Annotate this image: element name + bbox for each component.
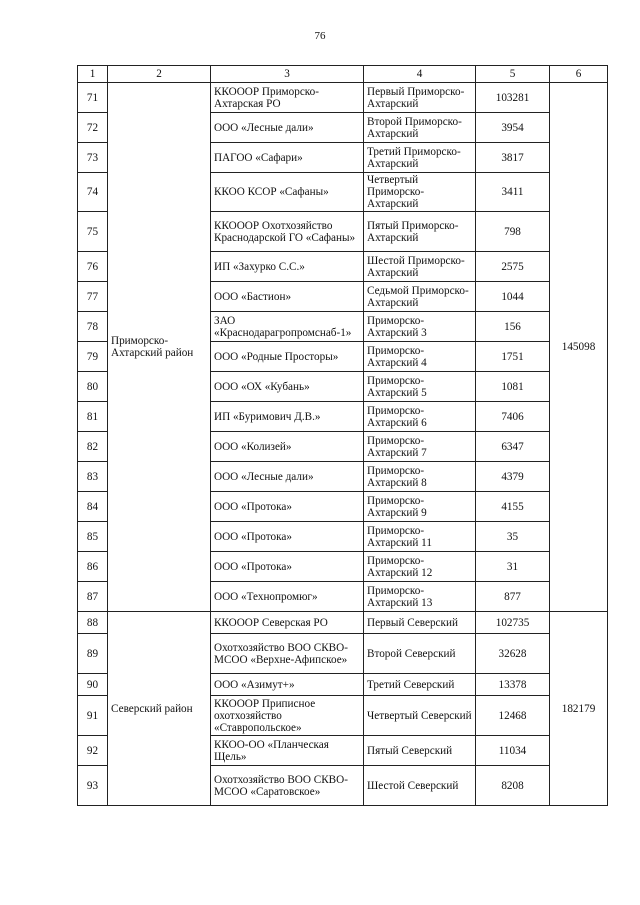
area-value: 4155 [476, 492, 550, 522]
row-number: 88 [78, 612, 108, 634]
hunting-area-name: Пятый Приморско-Ахтарский [364, 212, 476, 252]
row-number: 85 [78, 522, 108, 552]
column-header: 1 [78, 66, 108, 83]
organization-name: ИП «Захурко С.С.» [211, 252, 364, 282]
area-value: 156 [476, 312, 550, 342]
organization-name: ККОООР Охотхозяйство Краснодарской ГО «Сафаны» [211, 212, 364, 252]
row-number: 72 [78, 113, 108, 143]
organization-name: ООО «Технопромюг» [211, 582, 364, 612]
row-number: 93 [78, 766, 108, 806]
area-value: 32628 [476, 634, 550, 674]
hunting-area-name: Четвертый Северский [364, 696, 476, 736]
row-number: 82 [78, 432, 108, 462]
area-value: 3817 [476, 143, 550, 173]
organization-name: ООО «Бастион» [211, 282, 364, 312]
row-number: 90 [78, 674, 108, 696]
hunting-area-name: Приморско-Ахтарский 8 [364, 462, 476, 492]
row-number: 87 [78, 582, 108, 612]
hunting-area-name: Приморско-Ахтарский 5 [364, 372, 476, 402]
organization-name: ККОООР Приморско-Ахтарская РО [211, 83, 364, 113]
row-number: 81 [78, 402, 108, 432]
hunting-area-name: Первый Приморско-Ахтарский [364, 83, 476, 113]
row-number: 77 [78, 282, 108, 312]
hunting-area-name: Второй Северский [364, 634, 476, 674]
hunting-area-name: Приморско-Ахтарский 9 [364, 492, 476, 522]
area-value: 798 [476, 212, 550, 252]
table-row [78, 83, 608, 113]
hunting-area-name: Приморско-Ахтарский 3 [364, 312, 476, 342]
organization-name: ООО «Протока» [211, 552, 364, 582]
district-name: Приморско-Ахтарский район [108, 83, 211, 612]
area-value: 4379 [476, 462, 550, 492]
hunting-area-name: Приморско-Ахтарский 7 [364, 432, 476, 462]
row-number: 86 [78, 552, 108, 582]
organization-name: ККОО-ОО «Планческая Щель» [211, 736, 364, 766]
hunting-area-name: Седьмой Приморско-Ахтарский [364, 282, 476, 312]
row-number: 75 [78, 212, 108, 252]
hunting-area-name: Приморско-Ахтарский 13 [364, 582, 476, 612]
organization-name: ООО «Колизей» [211, 432, 364, 462]
organization-name: Охотхозяйство ВОО СКВО-МСОО «Саратовское» [211, 766, 364, 806]
area-value: 877 [476, 582, 550, 612]
row-number: 78 [78, 312, 108, 342]
area-value: 31 [476, 552, 550, 582]
area-value: 1751 [476, 342, 550, 372]
organization-name: ПАГОО «Сафари» [211, 143, 364, 173]
column-header: 6 [550, 66, 608, 83]
area-value: 6347 [476, 432, 550, 462]
row-number: 91 [78, 696, 108, 736]
row-number: 73 [78, 143, 108, 173]
organization-name: ООО «Протока» [211, 492, 364, 522]
area-value: 11034 [476, 736, 550, 766]
hunting-area-name: Пятый Северский [364, 736, 476, 766]
row-number: 83 [78, 462, 108, 492]
organization-name: ИП «Буримович Д.В.» [211, 402, 364, 432]
organization-name: Охотхозяйство ВОО СКВО-МСОО «Верхне-Афипское» [211, 634, 364, 674]
hunting-area-name: Четвертый Приморско-Ахтарский [364, 173, 476, 212]
organization-name: ООО «Лесные дали» [211, 462, 364, 492]
area-value: 12468 [476, 696, 550, 736]
organization-name: ЗАО «Краснодарагропромснаб-1» [211, 312, 364, 342]
row-number: 84 [78, 492, 108, 522]
district-name: Северский район [108, 612, 211, 806]
hunting-area-name: Шестой Северский [364, 766, 476, 806]
column-header: 4 [364, 66, 476, 83]
district-total: 182179 [550, 612, 608, 806]
area-value: 7406 [476, 402, 550, 432]
hunting-area-name: Приморско-Ахтарский 4 [364, 342, 476, 372]
organization-name: ООО «Азимут+» [211, 674, 364, 696]
row-number: 92 [78, 736, 108, 766]
organization-name: ООО «ОХ «Кубань» [211, 372, 364, 402]
hunting-area-name: Шестой Приморско-Ахтарский [364, 252, 476, 282]
row-number: 80 [78, 372, 108, 402]
column-header: 2 [108, 66, 211, 83]
area-value: 1081 [476, 372, 550, 402]
area-value: 102735 [476, 612, 550, 634]
area-value: 3411 [476, 173, 550, 212]
row-number: 74 [78, 173, 108, 212]
column-header: 5 [476, 66, 550, 83]
district-total: 145098 [550, 83, 608, 612]
table-header-row [78, 66, 608, 83]
area-value: 2575 [476, 252, 550, 282]
table-row [78, 612, 608, 634]
area-value: 8208 [476, 766, 550, 806]
area-value: 3954 [476, 113, 550, 143]
hunting-area-name: Приморско-Ахтарский 12 [364, 552, 476, 582]
organization-name: ООО «Родные Просторы» [211, 342, 364, 372]
organization-name: ООО «Лесные дали» [211, 113, 364, 143]
area-value: 35 [476, 522, 550, 552]
hunting-grounds-table [77, 65, 608, 806]
organization-name: ККОООР Северская РО [211, 612, 364, 634]
column-header: 3 [211, 66, 364, 83]
hunting-area-name: Приморско-Ахтарский 6 [364, 402, 476, 432]
row-number: 79 [78, 342, 108, 372]
organization-name: ККОООР Приписное охотхозяйство «Ставропольское» [211, 696, 364, 736]
row-number: 89 [78, 634, 108, 674]
area-value: 103281 [476, 83, 550, 113]
organization-name: ООО «Протока» [211, 522, 364, 552]
hunting-area-name: Третий Приморско-Ахтарский [364, 143, 476, 173]
hunting-area-name: Первый Северский [364, 612, 476, 634]
area-value: 1044 [476, 282, 550, 312]
organization-name: ККОО КСОР «Сафаны» [211, 173, 364, 212]
page-number: 76 [314, 30, 326, 42]
row-number: 76 [78, 252, 108, 282]
hunting-area-name: Второй Приморско-Ахтарский [364, 113, 476, 143]
hunting-area-name: Третий Северский [364, 674, 476, 696]
hunting-area-name: Приморско-Ахтарский 11 [364, 522, 476, 552]
row-number: 71 [78, 83, 108, 113]
area-value: 13378 [476, 674, 550, 696]
